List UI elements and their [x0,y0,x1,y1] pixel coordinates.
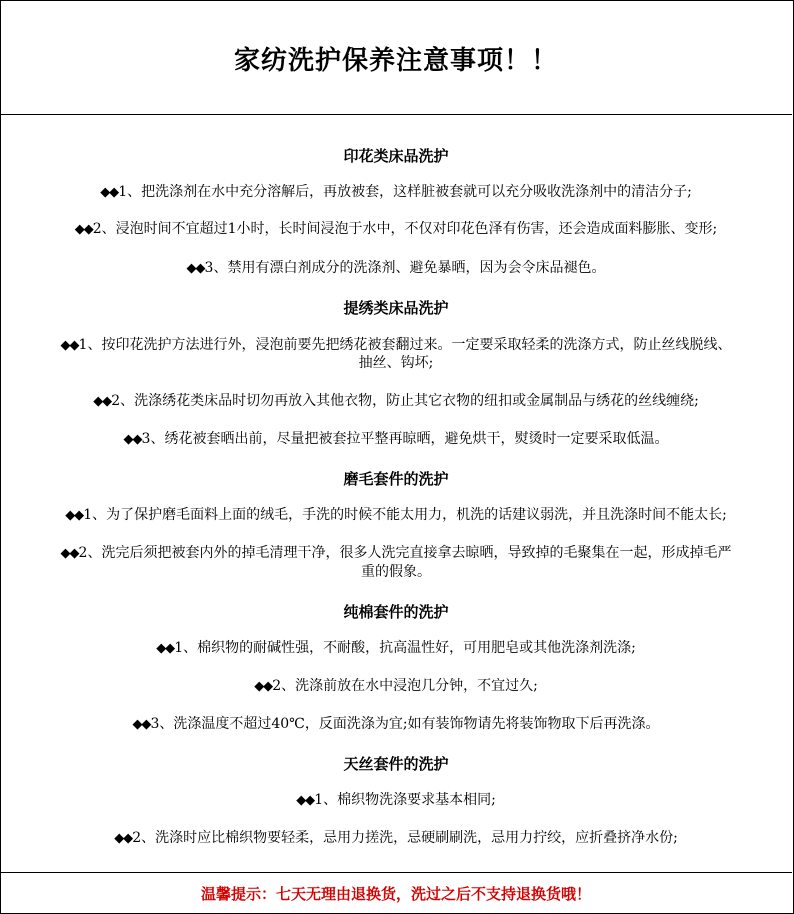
diamond-bullet-icon: ◆◆ [186,261,205,276]
diamond-bullet-icon: ◆◆ [65,508,84,523]
diamond-bullet-icon: ◆◆ [74,222,93,237]
title-row [0,0,792,115]
footer-row [0,872,792,913]
section-heading-tencel: 天丝套件的洗护 [343,755,449,773]
care-item-continued: 抽丝、钩坏; [358,355,434,371]
care-item: ◆◆1、棉织物的耐碱性强，不耐酸，抗高温性好，可用肥皂或其他洗涤剂洗涤; [156,640,636,656]
care-item: ◆◆3、禁用有漂白剂成分的洗涤剂、避免暴晒，因为会令床品褪色。 [186,260,606,276]
return-policy-notice: 温馨提示：七天无理由退换货，洗过之后不支持退换货哦！ [200,884,591,903]
diamond-bullet-icon: ◆◆ [114,831,133,846]
diamond-bullet-icon: ◆◆ [156,641,175,656]
care-item: ◆◆1、棉织物洗涤要求基本相同; [296,792,496,808]
section-heading-embroidery: 提绣类床品洗护 [343,299,449,317]
section-heading-print: 印花类床品洗护 [343,147,449,165]
diamond-bullet-icon: ◆◆ [60,546,79,561]
diamond-bullet-icon: ◆◆ [254,679,273,694]
diamond-bullet-icon: ◆◆ [132,717,151,732]
section-heading-brushed: 磨毛套件的洗护 [343,470,449,488]
care-item: ◆◆1、为了保护磨毛面料上面的绒毛，手洗的时候不能太用力，机洗的话建议弱洗，并且洗涤时间不能太长; [65,507,727,523]
care-item: ◆◆1、按印花洗护方法进行外，浸泡前要先把绣花被套翻过来。一定要采取轻柔的洗涤方式，防止丝线脱线、 [60,337,732,353]
care-item: ◆◆2、洗涤绣花类床品时切勿再放入其他衣物，防止其它衣物的纽扣或金属制品与绣花的丝线缠绕; [93,393,699,409]
page-title: 家纺洗护保养注意事项！！ [233,45,558,76]
care-item: ◆◆2、洗涤前放在水中浸泡几分钟，不宜过久; [254,678,538,694]
section-heading-cotton: 纯棉套件的洗护 [343,603,449,621]
diamond-bullet-icon: ◆◆ [60,338,79,353]
diamond-bullet-icon: ◆◆ [93,394,112,409]
content-area [0,115,792,873]
care-item: ◆◆2、浸泡时间不宜超过1小时，长时间浸泡于水中，不仅对印花色泽有伤害，还会造成面料膨胀、变形; [74,221,718,237]
care-item: ◆◆2、洗完后须把被套内外的掉毛清理干净，很多人洗完直接拿去晾晒，导致掉的毛聚集在一起，形成掉毛严 [60,545,732,561]
care-item: ◆◆2、洗涤时应比棉织物要轻柔，忌用力搓洗，忌硬刷刷洗，忌用力拧绞，应折叠挤净水份; [114,830,678,846]
care-item-continued: 重的假象。 [361,564,431,580]
care-item: ◆◆3、洗涤温度不超过40℃，反面洗涤为宜;如有装饰物请先将装饰物取下后再洗涤。 [132,716,660,732]
care-item: ◆◆1、把洗涤剂在水中充分溶解后，再放被套，这样脏被套就可以充分吸收洗涤剂中的清洁分子; [100,184,692,200]
diamond-bullet-icon: ◆◆ [296,793,315,808]
care-item: ◆◆3、绣花被套晒出前，尽量把被套拉平整再晾晒，避免烘干，熨烫时一定要采取低温。 [123,431,669,447]
diamond-bullet-icon: ◆◆ [123,432,142,447]
diamond-bullet-icon: ◆◆ [100,185,119,200]
